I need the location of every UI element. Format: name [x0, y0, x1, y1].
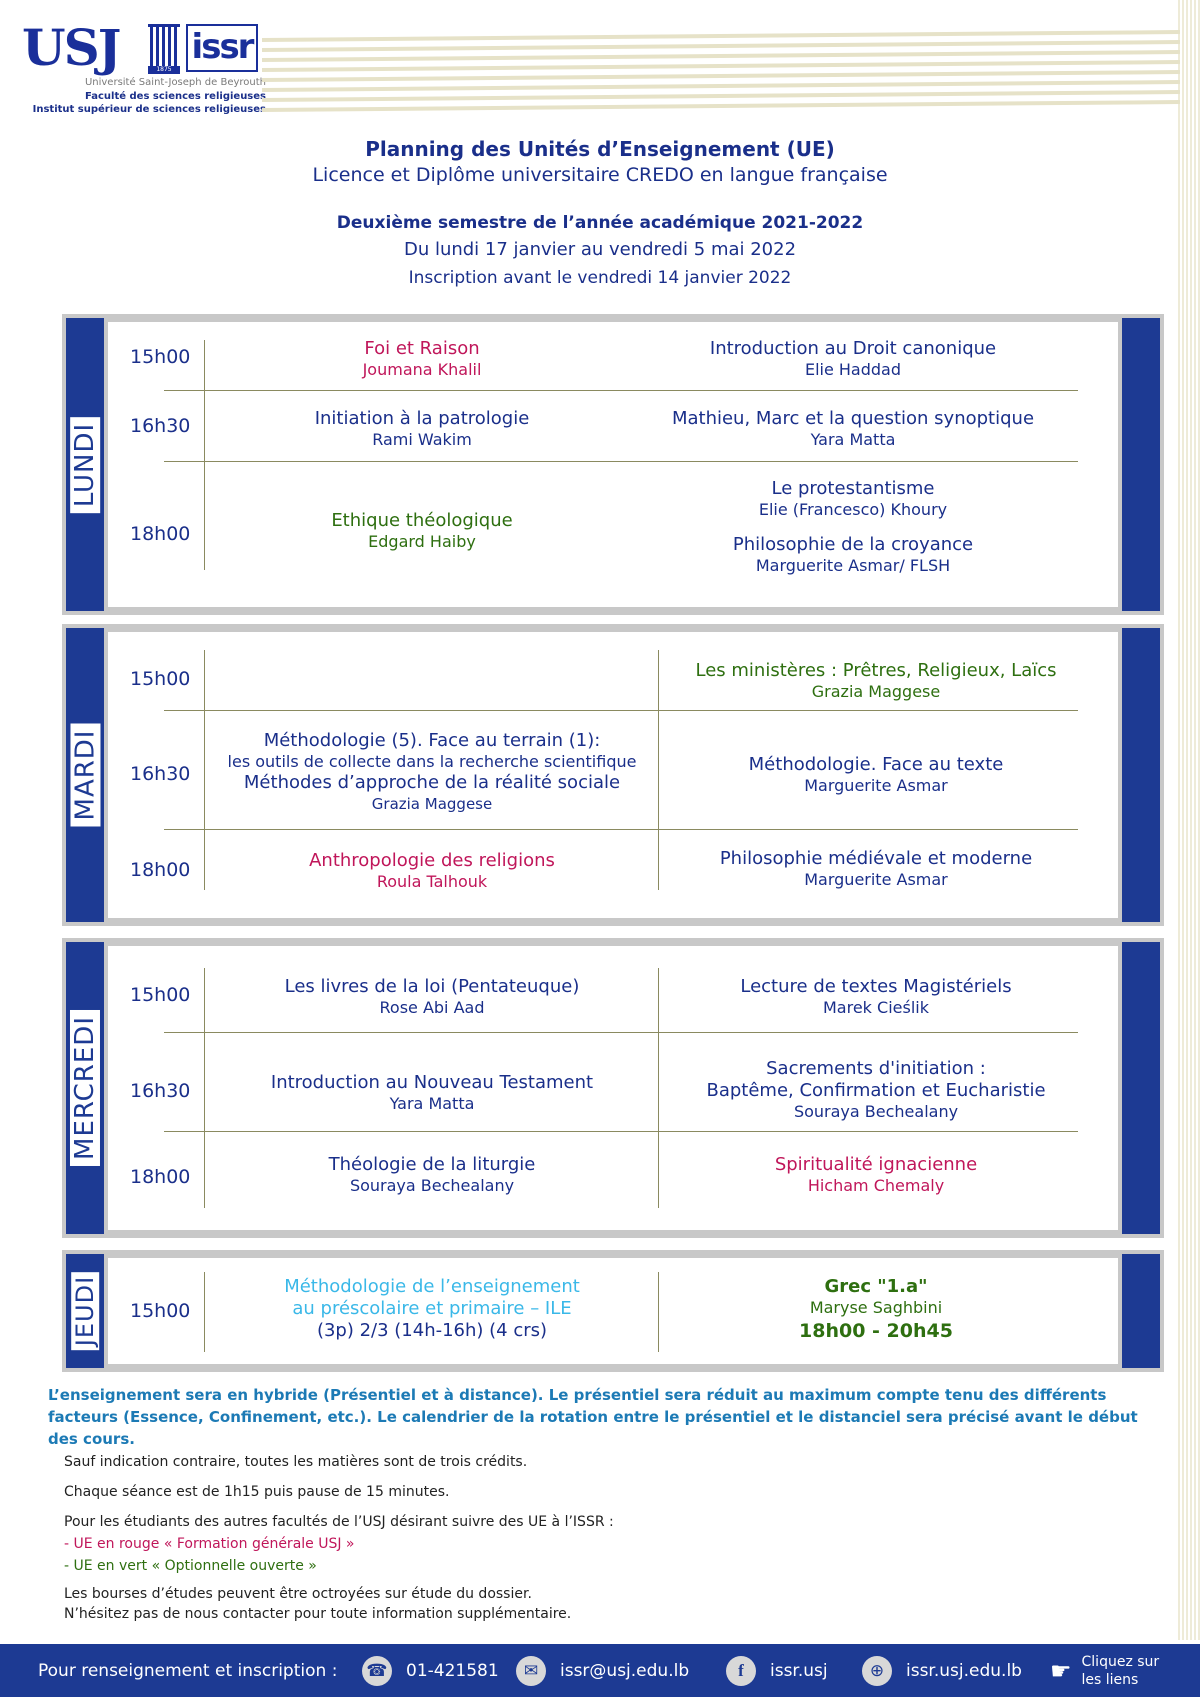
day-block-mercredi [62, 938, 1164, 1238]
course-cell: Philosophie médiévale et moderne Marguerite Asmar [719, 848, 1033, 889]
course-cell: Méthodologie de l’enseignement au préscolaire et primaire – ILE (3p) 2/3 (14h-16h) (4 crs) [284, 1276, 580, 1341]
red-legend: - UE en rouge « Formation générale USJ » [64, 1536, 355, 1552]
footer-website-link[interactable]: ⊕ issr.usj.edu.lb [862, 1644, 1022, 1697]
pointing-hand-icon: ☛ [1050, 1656, 1072, 1685]
day-label-mardi: MARDI [66, 628, 104, 922]
facebook-icon: f [726, 1656, 756, 1686]
time-slot: 15h00 [130, 1300, 191, 1322]
course-cell: Méthodologie (5). Face au terrain (1): les outils de collecte dans la recherche scientifique Méthodes d’approche de la réalité sociale Grazia Maggese [227, 730, 637, 813]
time-slot: 16h30 [130, 763, 191, 785]
course-cell: Spiritualité ignacienne Hicham Chemaly [774, 1154, 978, 1195]
contact-note: N’hésitez pas de nous contacter pour toute information supplémentaire. [64, 1606, 572, 1622]
course-cell: Lecture de textes Magistériels Marek Cieślik [740, 976, 1012, 1017]
course-cell: Introduction au Nouveau Testament Yara Matta [270, 1072, 594, 1113]
scholarship-note: Les bourses d’études peuvent être octroyées sur étude du dossier. [64, 1586, 532, 1602]
header-stripes-decoration [262, 26, 1180, 116]
footer-click-hint: ☛ Cliquez sur les liens [1050, 1653, 1160, 1688]
time-slot: 16h30 [130, 1080, 191, 1102]
day-label-jeudi: JEUDI [66, 1254, 104, 1368]
schedule-card-mardi [104, 628, 1122, 922]
university-name: Université Saint-Joseph de Beyrouth [84, 77, 266, 88]
course-cell: Mathieu, Marc et la question synoptique Yara Matta [671, 408, 1035, 449]
course-cell: Les ministères : Prêtres, Religieux, Laïcs Grazia Maggese [695, 660, 1057, 701]
page-subtitle: Licence et Diplôme universitaire CREDO en langue française [312, 164, 888, 186]
faculty-name: Faculté des sciences religieuses [85, 91, 266, 102]
course-cell: Introduction au Droit canonique Elie Haddad [709, 338, 997, 379]
semester-dates: Du lundi 17 janvier au vendredi 5 mai 2022 [403, 239, 797, 260]
time-slot: 15h00 [130, 984, 191, 1006]
logo-usj-text: USJ [22, 18, 120, 77]
phone-icon: ☎ [362, 1656, 392, 1686]
course-cell: Les livres de la loi (Pentateuque) Rose Abi Aad [284, 976, 580, 1017]
logo-issr-text: issr [186, 24, 258, 72]
course-cell: Sacrements d'initiation : Baptême, Confirmation et Eucharistie Souraya Bechealany [706, 1058, 1046, 1121]
time-slot: 18h00 [130, 859, 191, 881]
session-note: Chaque séance est de 1h15 puis pause de 15 minutes. [64, 1484, 450, 1500]
time-slot: 15h00 [130, 346, 191, 368]
course-cell: Théologie de la liturgie Souraya Bechealany [328, 1154, 536, 1195]
logo-year: 1875 [156, 66, 172, 73]
footer-label: Pour renseignement et inscription : [38, 1660, 338, 1681]
credits-note: Sauf indication contraire, toutes les matières sont de trois crédits. [64, 1454, 528, 1470]
contact-footer [0, 1644, 1200, 1697]
course-cell: Grec "1.a" Maryse Saghbini 18h00 - 20h45 [799, 1276, 953, 1342]
course-cell: Foi et Raison Joumana Khalil [362, 338, 482, 379]
footer-phone[interactable]: ☎ 01-421581 [362, 1644, 499, 1697]
mail-icon: ✉ [516, 1656, 546, 1686]
time-slot: 18h00 [130, 1166, 191, 1188]
globe-icon: ⊕ [862, 1656, 892, 1686]
footer-facebook-link[interactable]: f issr.usj [726, 1644, 828, 1697]
schedule-card-jeudi [104, 1254, 1122, 1368]
time-slot: 16h30 [130, 415, 191, 437]
course-cell: Le protestantisme Elie (Francesco) Khoury Philosophie de la croyance Marguerite Asmar/ FLSH [732, 478, 974, 575]
course-cell: Anthropologie des religions Roula Talhouk [309, 850, 555, 891]
course-cell: Méthodologie. Face au texte Marguerite Asmar [748, 754, 1004, 795]
schedule-card-lundi [104, 318, 1122, 611]
green-legend: - UE en vert « Optionnelle ouverte » [64, 1558, 317, 1574]
other-faculties-note: Pour les étudiants des autres facultés de l’USJ désirant suivre des UE à l’ISSR : [64, 1514, 614, 1530]
registration-deadline: Inscription avant le vendredi 14 janvier 2022 [408, 268, 792, 288]
page-title: Planning des Unités d’Enseignement (UE) [365, 137, 835, 161]
title-block [0, 136, 1200, 292]
day-block-jeudi [62, 1250, 1164, 1372]
day-label-lundi: LUNDI [66, 318, 104, 611]
hybrid-teaching-note: L’enseignement sera en hybride (Présentiel et à distance). Le présentiel sera réduit au maximum compte tenu des différents facteurs (Essence, Confinement, etc.). Le calendrier de la rotation entre le présentiel et le distanciel sera précisé avant le début des cours. [48, 1386, 1138, 1448]
time-slot: 18h00 [130, 523, 191, 545]
time-slot: 15h00 [130, 668, 191, 690]
footer-email-link[interactable]: ✉ issr@usj.edu.lb [516, 1644, 689, 1697]
semester-title: Deuxième semestre de l’année académique 2021-2022 [336, 213, 864, 233]
usj-issr-logo [22, 18, 266, 122]
institute-name: Institut supérieur de sciences religieuses [32, 104, 266, 115]
course-cell: Ethique théologique Edgard Haiby [331, 510, 513, 551]
schedule-card-mercredi [104, 942, 1122, 1234]
day-label-mercredi: MERCREDI [66, 942, 104, 1234]
day-block-mardi [62, 624, 1164, 926]
course-cell: Initiation à la patrologie Rami Wakim [314, 408, 530, 449]
day-block-lundi [62, 314, 1164, 615]
